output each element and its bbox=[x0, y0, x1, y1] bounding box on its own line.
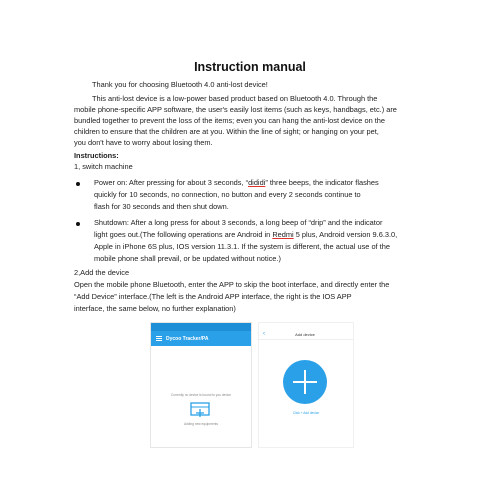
add-device-icon[interactable] bbox=[190, 402, 210, 419]
intro-paragraph-line: This anti-lost device is a low-power based product based on Bluetooth 4.0. Through the bbox=[92, 94, 378, 103]
intro-paragraph-line: mobile phone-specific APP software, the user's easily lost items (such as keys, handbags, etc.) are bbox=[74, 105, 397, 114]
intro-paragraph-line: you don't have to worry about losing them. bbox=[74, 138, 213, 147]
power-on-line bbox=[94, 178, 379, 189]
nav-bar bbox=[259, 329, 353, 340]
app-title: Dycoo Tracker/PA bbox=[166, 335, 209, 342]
dididi-word: dididi bbox=[248, 178, 266, 187]
power-on-text: Power on: After pressing for about 3 seconds, “ bbox=[94, 178, 249, 187]
power-on-line: flash for 30 seconds and then shut down. bbox=[94, 202, 229, 211]
plus-icon bbox=[304, 370, 306, 394]
step-2-line: “Add Device” interface.(The left is the Android APP interface, the right is the IOS APP bbox=[74, 292, 352, 301]
step-2-line: Open the mobile phone Bluetooth, enter the APP to skip the boot interface, and directly enter the bbox=[74, 280, 390, 289]
android-app-screenshot bbox=[150, 322, 252, 448]
back-chevron-icon[interactable]: ‹ bbox=[263, 331, 265, 337]
ios-app-screenshot bbox=[258, 322, 354, 448]
add-device-button[interactable] bbox=[283, 360, 327, 404]
shutdown-line: Shutdown: After a long press for about 3 seconds, a long beep of “drip” and the indicator bbox=[94, 218, 383, 227]
add-device-label[interactable]: Click + Add device bbox=[292, 411, 320, 415]
shutdown-line: mobile phone shall prevail, or be updated without notice.) bbox=[94, 254, 281, 263]
power-on-text: ” three beeps, the indicator flashes bbox=[265, 178, 379, 187]
shutdown-line bbox=[94, 230, 397, 241]
shutdown-text: light goes out.(The following operations are Android in bbox=[94, 230, 273, 239]
document-title: Instruction manual bbox=[194, 60, 306, 74]
power-on-line: quickly for 10 seconds, no connection, no button and every 2 seconds continue to bbox=[94, 190, 361, 199]
step-1-heading: 1, switch machine bbox=[74, 162, 133, 171]
app-bar bbox=[151, 331, 251, 346]
add-device-label: Adding new equipments bbox=[183, 422, 219, 426]
nav-title: Add device bbox=[295, 331, 315, 337]
intro-paragraph-line: bundled together to prevent the loss of the items; even you can hang the anti-lost device on the bbox=[74, 116, 386, 125]
status-bar bbox=[151, 323, 251, 331]
intro-line-1: Thank you for choosing Bluetooth 4.0 anti-lost device! bbox=[92, 80, 268, 89]
shutdown-text: 5 plus, Android version 9.6.3.0, bbox=[293, 230, 398, 239]
redmi-word: Redmi bbox=[272, 230, 294, 239]
bullet-dot bbox=[76, 222, 80, 226]
instructions-heading: Instructions: bbox=[74, 151, 119, 160]
step-2-line: interface, the same below, no further explanation) bbox=[74, 304, 236, 313]
empty-hint: Currently no device is bound to you device bbox=[170, 393, 232, 397]
step-2-heading: 2,Add the device bbox=[74, 268, 130, 277]
bullet-dot bbox=[76, 182, 80, 186]
shutdown-line: Apple in iPhone 6S plus, IOS version 11.3.1. If the system is different, the actual use of the bbox=[94, 242, 390, 251]
menu-icon[interactable] bbox=[156, 336, 162, 341]
intro-paragraph-line: children to ensure that the children are at you. Within the line of sight; or hanging on your pet, bbox=[74, 127, 379, 136]
